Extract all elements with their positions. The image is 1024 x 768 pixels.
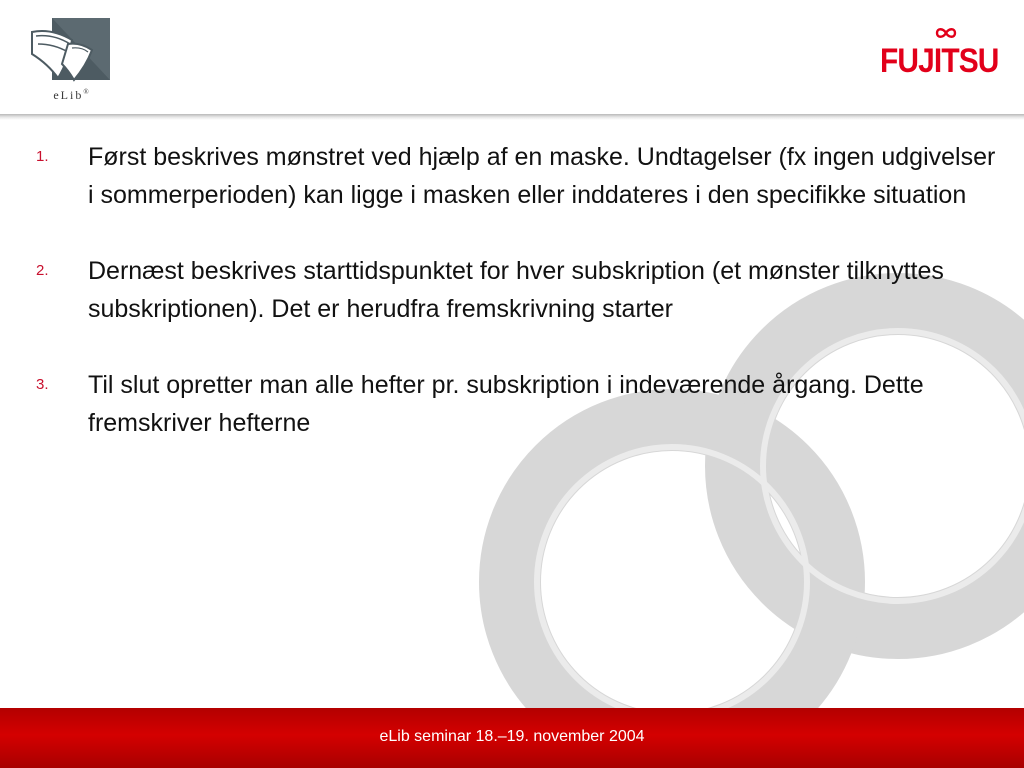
slide-footer bbox=[0, 708, 1024, 768]
registered-mark: ® bbox=[83, 88, 89, 96]
list-item-text: Dernæst beskrives starttidspunktet for hver subskription (et mønster tilknyttes subskriptionen). Det er herudfra fremskrivning starter bbox=[88, 257, 944, 323]
list-item bbox=[36, 138, 996, 214]
list-item-text: Først beskrives mønstret ved hjælp af en maske. Undtagelser (fx ingen udgivelser i sommerperioden) kan ligge i masken eller inddateres i den specifikke situation bbox=[88, 143, 996, 209]
list-item-number: 2. bbox=[36, 262, 49, 279]
elib-book-icon bbox=[28, 14, 114, 86]
list-item-number: 3. bbox=[36, 376, 49, 393]
footer-text: eLib seminar 18.–19. november 2004 bbox=[379, 728, 645, 745]
list-item bbox=[36, 366, 996, 442]
fujitsu-wordmark: FUJITSU bbox=[880, 42, 999, 80]
list-item bbox=[36, 252, 996, 328]
list-item-number: 1. bbox=[36, 148, 49, 165]
elib-wordmark bbox=[28, 88, 114, 103]
elib-logo bbox=[28, 14, 114, 106]
header-divider bbox=[0, 114, 1024, 120]
list-item-text: Til slut opretter man alle hefter pr. subskription i indeværende årgang. Dette fremskriver hefterne bbox=[88, 371, 924, 437]
slide-body bbox=[36, 138, 996, 480]
slide-header bbox=[0, 0, 1024, 116]
fujitsu-logo bbox=[880, 26, 1006, 90]
elib-wordmark-text: eLib bbox=[53, 88, 84, 102]
